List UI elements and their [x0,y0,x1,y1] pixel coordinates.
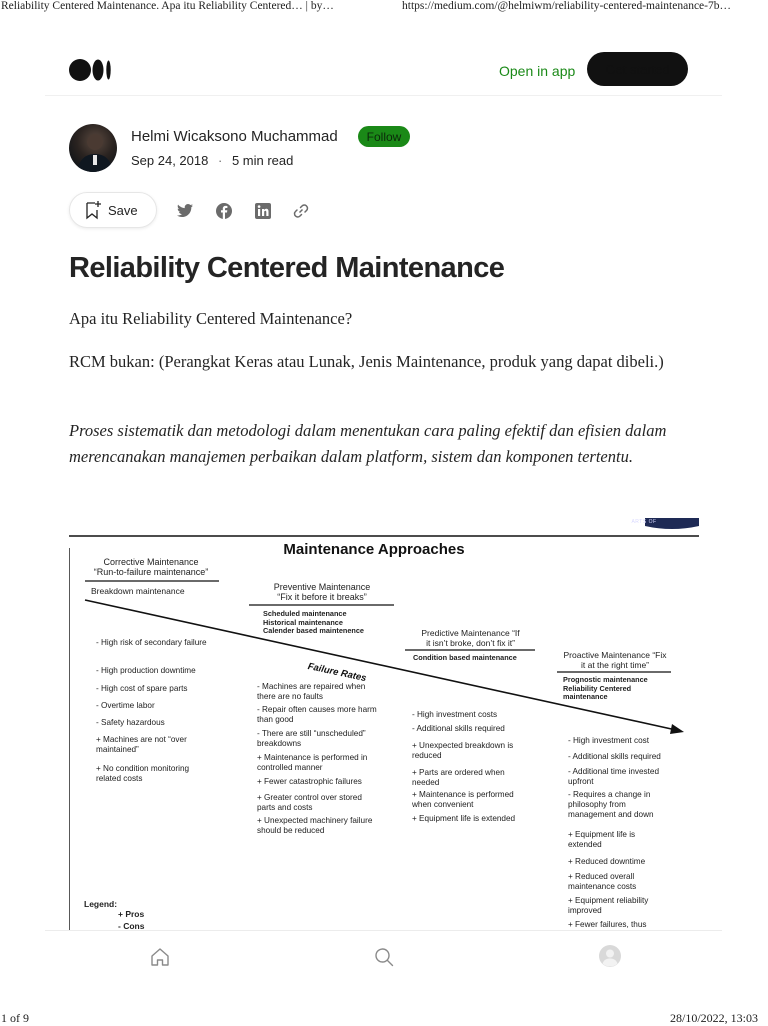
proactive-heading-line-2: it at the right time” [580,660,650,670]
proactive-item-4: - Requires a change in philosophy from management and down [568,790,654,819]
twitter-icon[interactable] [176,202,194,220]
proactive-sub-1: Prognostic maintenance [563,675,648,684]
print-page-number: 1 of 9 [1,1011,29,1025]
linkedin-icon[interactable] [254,202,272,220]
proactive-sub-3: maintenance [563,692,608,701]
seal-text: ARTS OF [631,519,657,525]
proactive-item-3: - Additional time invested upfront [568,767,660,786]
predictive-sub: Condition based maintenance [413,653,517,662]
preventive-item-2: - Repair often causes more harm than good [257,705,377,724]
corrective-item-1: - High risk of secondary failure [96,638,207,647]
facebook-icon[interactable] [215,202,233,220]
profile-icon[interactable] [598,944,622,968]
home-icon[interactable] [149,946,171,968]
preventive-heading [247,582,397,602]
predictive-item-3: + Unexpected breakdown is reduced [412,741,514,760]
corrective-heading-line-1: Corrective Maintenance [103,557,199,567]
author-avatar[interactable] [69,124,117,172]
article-paragraph-1: Apa itu Reliability Centered Maintenance? [69,309,353,328]
legend-label: Legend: [84,899,118,909]
proactive-heading [551,650,679,670]
predictive-heading-line-1: Predictive Maintenance “If [421,628,520,638]
post-date: Sep 24, 2018 [131,153,209,168]
predictive-item-4: + Parts are ordered when needed [412,768,505,787]
proactive-item-1: - High investment cost [568,736,649,745]
author-name[interactable]: Helmi Wicaksono Muchammad [131,128,338,145]
legend-cons: - Cons [118,921,145,930]
preventive-item-5: + Fewer catastrophic failures [257,777,362,786]
corrective-item-7: + No condition monitoring related costs [96,764,190,783]
proactive-sub-2: Reliability Centered [563,683,632,693]
save-label: Save [108,202,138,218]
corrective-sub: Breakdown maintenance [91,586,185,596]
predictive-item-2: - Additional skills required [412,724,505,733]
article-paragraph-2: RCM bukan: (Perangkat Keras atau Lunak, Jenis Maintenance, produk yang dapat dibeli.) [69,352,664,371]
article-title: Reliability Centered Maintenance [69,252,505,284]
corrective-item-2: - High production downtime [96,666,196,675]
post-meta [131,153,293,168]
person-icon [69,124,117,172]
save-button[interactable] [69,192,157,228]
print-url: https://medium.com/@helmiwm/reliability-centered-maintenance-7b… [402,0,731,12]
corrective-item-6: + Machines are not “over maintained” [96,735,187,754]
maintenance-approaches-figure [69,518,699,930]
follow-button[interactable]: Follow [358,126,410,147]
preventive-item-6: + Greater control over stored parts and costs [257,793,362,812]
corrective-heading-line-2: “Run-to-failure maintenance” [93,567,209,577]
proactive-heading-line-1: Proactive Maintenance “Fix [563,650,667,660]
corrective-item-4: - Overtime labor [96,701,155,710]
corrective-heading [81,557,221,577]
predictive-heading-line-2: it isn’t broke, don’t fix it” [426,638,515,648]
preventive-heading-line-1: Preventive Maintenance [273,582,371,592]
proactive-item-5: + Equipment life is extended [568,830,636,849]
preventive-sub-1: Scheduled maintenance [263,609,347,618]
failure-rates-label: Failure Rates [306,661,368,685]
medium-logo-icon[interactable] [69,59,113,81]
preventive-sub-3: Calender based maintenence [263,626,364,635]
predictive-item-1: - High investment costs [412,710,498,719]
preventive-sub-2: Historical maintenance [263,617,343,627]
meta-separator: · [217,153,223,168]
proactive-item-2: - Additional skills required [568,752,661,761]
proactive-item-7: + Reduced overall maintenance costs [568,872,637,891]
preventive-item-3: - There are still “unscheduled” breakdowns [257,729,366,748]
search-icon[interactable] [373,946,395,968]
proactive-item-6: + Reduced downtime [568,857,646,866]
figure-title: Maintenance Approaches [283,541,465,558]
corrective-item-3: - High cost of spare parts [96,684,188,693]
legend-pros: + Pros [118,909,145,919]
open-in-app-link[interactable]: Open in app [499,63,576,79]
predictive-item-5: + Maintenance is performed when convenient [412,790,514,809]
predictive-item-6: + Equipment life is extended [412,814,516,823]
corrective-item-5: - Safety hazardous [96,718,165,727]
bottom-nav [45,930,722,983]
print-page-title: Reliability Centered Maintenance. Apa itu Reliability Centered… | by… [1,0,334,12]
article-paragraph-3: Proses sistematik dan metodologi dalam menentukan cara paling efektif dan efisien dalam merencanakan manajemen perbaikan dalam platform, sistem dan komponen tertentu. [69,421,667,466]
proactive-item-8: + Equipment reliability improved [568,896,649,915]
print-datetime: 28/10/2022, 13:03 [670,1011,759,1025]
preventive-item-7: + Unexpected machinery failure should be reduced [257,816,373,835]
preventive-item-4: + Maintenance is performed in controlled manner [257,753,368,772]
copy-link-icon[interactable] [292,202,310,220]
read-time: 5 min read [231,153,294,168]
proactive-sub [563,676,648,702]
proactive-item-9: + Fewer failures, thus [568,920,647,929]
preventive-item-1: - Machines are repaired when there are no faults [257,682,366,701]
bookmark-add-icon [84,200,102,220]
preventive-heading-line-2: “Fix it before it breaks” [277,592,367,602]
get-started-button[interactable]: Get started [587,52,688,86]
preventive-sub [263,610,364,636]
predictive-heading [403,628,538,648]
